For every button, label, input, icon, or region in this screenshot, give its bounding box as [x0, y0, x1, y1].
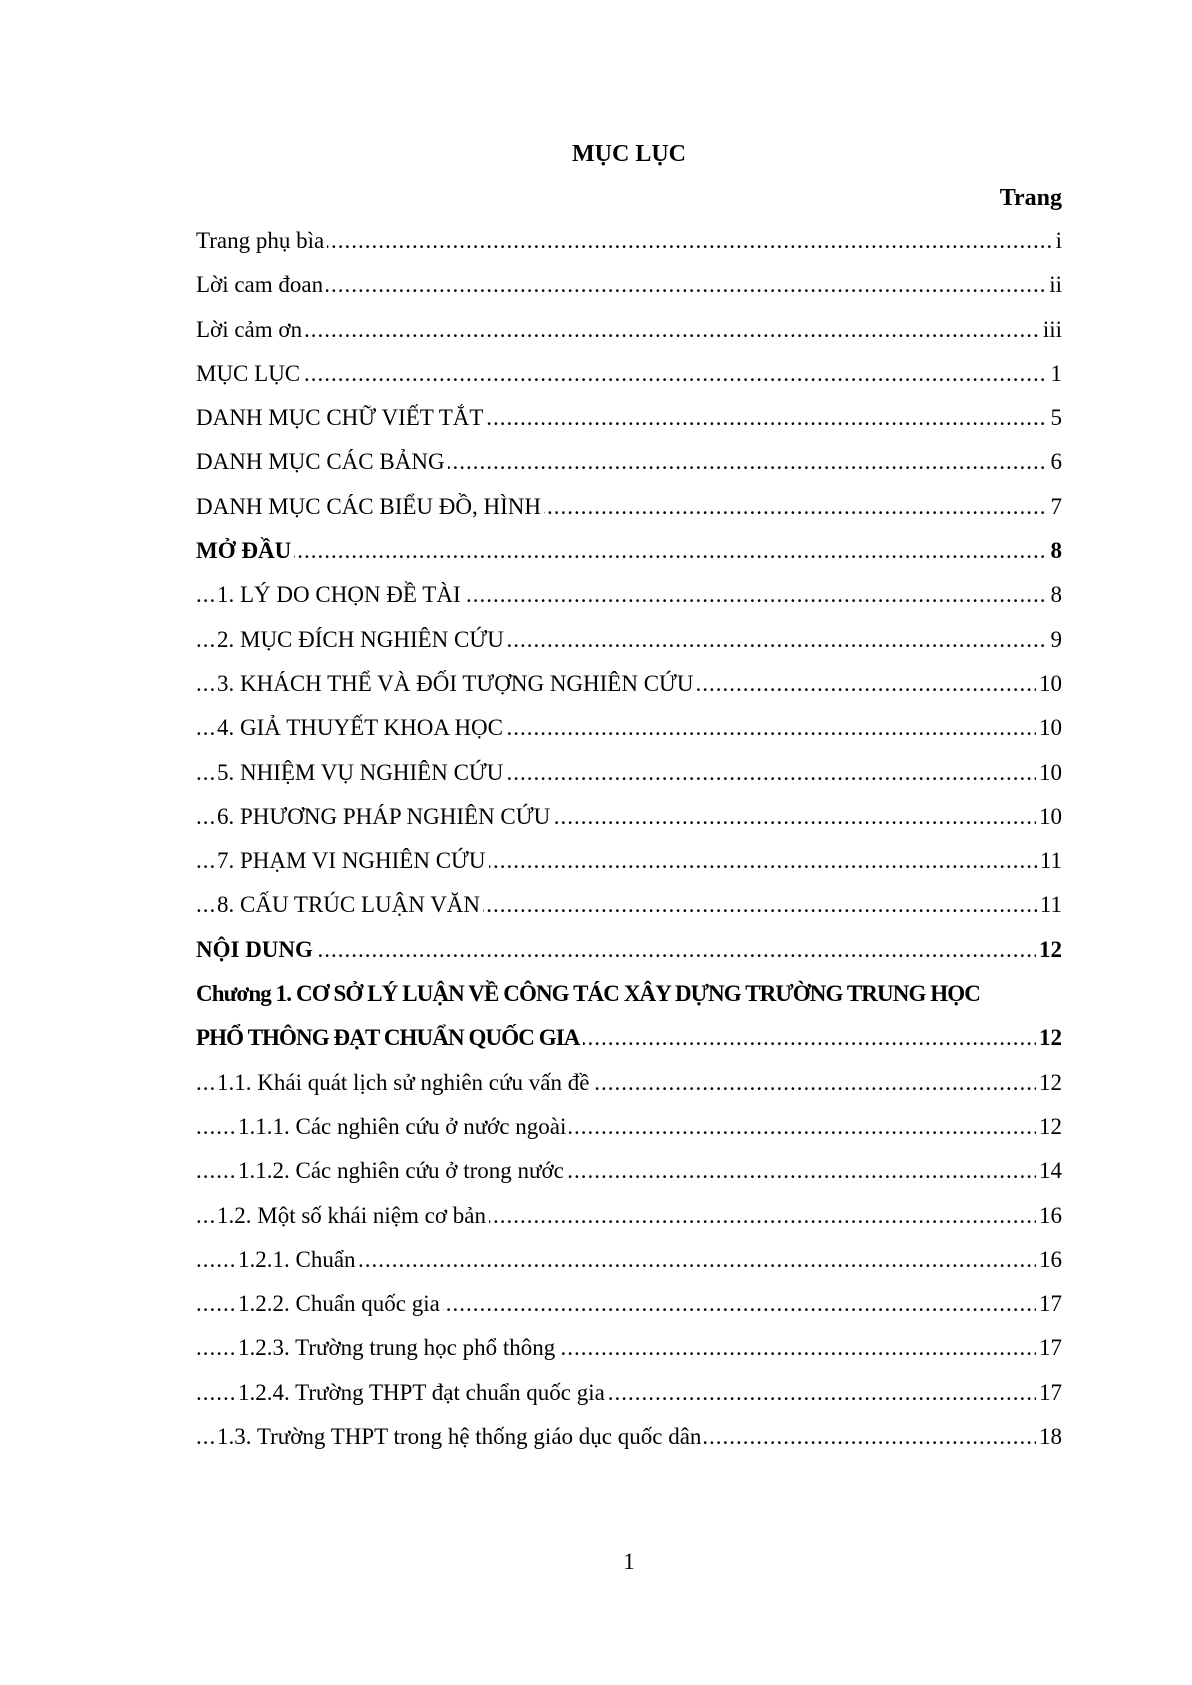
toc-entry-title: 1.2.2. Chuẩn quốc gia — [238, 1289, 443, 1319]
toc-entry-page: 17 — [1036, 1333, 1062, 1363]
toc-entry-title: 6. PHƯƠNG PHÁP NGHIÊN CỨU — [217, 802, 553, 832]
toc-entry[interactable] — [196, 492, 1062, 536]
toc-entry-page: 5 — [1048, 403, 1063, 433]
toc-entry-title: 1.2.4. Trường THPT đạt chuẩn quốc gia — [238, 1378, 608, 1408]
toc-entry[interactable] — [196, 1422, 1062, 1466]
page-column-label: Trang — [999, 185, 1062, 211]
toc-entry-page: 11 — [1037, 846, 1062, 876]
toc-entry-title: Chương 1. CƠ SỞ LÝ LUẬN VỀ CÔNG TÁC XÂY DỰNG TRƯỜNG TRUNG HỌC — [196, 979, 983, 1009]
toc-entry-page: 12 — [1036, 1068, 1062, 1098]
toc-entry-page: i — [1053, 226, 1062, 256]
toc-entry-page: 12 — [1036, 1112, 1062, 1142]
toc-entry-page: 17 — [1036, 1378, 1062, 1408]
toc-entry-title: MỤC LỤC — [196, 359, 303, 389]
toc-chapter-heading[interactable] — [196, 979, 1062, 1023]
toc-entry-title: Trang phụ bìa — [196, 226, 327, 256]
toc-entry-title: 1.1.2. Các nghiên cứu ở trong nước — [238, 1156, 567, 1186]
toc-entry-page: 18 — [1036, 1422, 1062, 1452]
toc-entry[interactable] — [196, 447, 1062, 491]
dot-leader — [196, 935, 1062, 965]
toc-entry[interactable] — [196, 403, 1062, 447]
toc-entry[interactable] — [196, 226, 1062, 270]
toc-entry[interactable] — [196, 315, 1062, 359]
toc-entry-title: DANH MỤC CHỮ VIẾT TẮT — [196, 403, 486, 433]
toc-entry-title: 4. GIẢ THUYẾT KHOA HỌC — [217, 713, 506, 743]
toc-entry-title: 3. KHÁCH THỂ VÀ ĐỐI TƯỢNG NGHIÊN CỨU — [217, 669, 697, 699]
toc-entry[interactable] — [196, 580, 1062, 624]
toc-entry-page: 8 — [1048, 536, 1063, 566]
toc-entry-title: NỘI DUNG — [196, 935, 316, 965]
toc-entry[interactable] — [196, 846, 1062, 890]
toc-entry-page: 12 — [1036, 1023, 1062, 1053]
toc-entry[interactable] — [196, 1068, 1062, 1112]
toc-entry[interactable] — [196, 1112, 1062, 1156]
toc-entry[interactable] — [196, 1156, 1062, 1200]
toc-entry[interactable] — [196, 536, 1062, 580]
toc-entry-title: 5. NHIỆM VỤ NGHIÊN CỨU — [217, 758, 506, 788]
toc-entry-page: 17 — [1036, 1289, 1062, 1319]
page-title: MỤC LỤC — [572, 141, 686, 167]
toc-entry[interactable] — [196, 935, 1062, 979]
toc-entry-page: 10 — [1036, 669, 1062, 699]
toc-entry-title: 1.3. Trường THPT trong hệ thống giáo dục quốc dân — [217, 1422, 704, 1452]
dot-leader — [196, 315, 1062, 345]
toc-entry[interactable] — [196, 359, 1062, 403]
toc-entry-title: DANH MỤC CÁC BIỂU ĐỒ, HÌNH — [196, 492, 544, 522]
toc-entry-page: ii — [1046, 270, 1062, 300]
toc-entry[interactable] — [196, 1023, 1062, 1067]
toc-entry-page: 10 — [1036, 758, 1062, 788]
toc-entry-page: 11 — [1037, 890, 1062, 920]
toc-entry-page: 9 — [1048, 625, 1063, 655]
toc-entry-page: iii — [1040, 315, 1062, 345]
toc-entry[interactable] — [196, 758, 1062, 802]
toc-entry-title: 7. PHẠM VI NGHIÊN CỨU — [217, 846, 489, 876]
toc-entry-title: DANH MỤC CÁC BẢNG — [196, 447, 448, 477]
toc-entry-page: 8 — [1048, 580, 1063, 610]
toc-entry[interactable] — [196, 1289, 1062, 1333]
toc-entry-title: 2. MỤC ĐÍCH NGHIÊN CỨU — [217, 625, 507, 655]
dot-leader — [196, 536, 1062, 566]
page-number: 1 — [623, 1549, 635, 1574]
toc-entry[interactable] — [196, 890, 1062, 934]
toc-entry-page: 14 — [1036, 1156, 1062, 1186]
toc-entry-title: 1.1.1. Các nghiên cứu ở nước ngoài — [238, 1112, 569, 1142]
toc-entry[interactable] — [196, 270, 1062, 314]
toc-entry-title: 1.2. Một số khái niệm cơ bản — [217, 1201, 489, 1231]
toc-entry-title: 8. CẤU TRÚC LUẬN VĂN — [217, 890, 483, 920]
toc-entry[interactable] — [196, 802, 1062, 846]
toc-entry-page: 6 — [1048, 447, 1063, 477]
toc-entry-page: 10 — [1036, 713, 1062, 743]
toc-entry-title: 1. LÝ DO CHỌN ĐỀ TÀI — [217, 580, 464, 610]
toc-entry-title: 1.2.1. Chuẩn — [238, 1245, 359, 1275]
toc-entry-page: 7 — [1048, 492, 1063, 522]
toc-entry[interactable] — [196, 1245, 1062, 1289]
toc-entry[interactable] — [196, 1378, 1062, 1422]
dot-leader — [196, 359, 1062, 389]
toc-entry-title: PHỔ THÔNG ĐẠT CHUẨN QUỐC GIA — [196, 1023, 583, 1053]
toc-entry-title: 1.1. Khái quát lịch sử nghiên cứu vấn đề — [217, 1068, 592, 1098]
toc-entry-page: 16 — [1036, 1201, 1062, 1231]
toc-entry-page: 16 — [1036, 1245, 1062, 1275]
toc-entry[interactable] — [196, 713, 1062, 757]
toc-entry[interactable] — [196, 1333, 1062, 1377]
toc-entry-title: 1.2.3. Trường trung học phổ thông — [238, 1333, 558, 1363]
table-of-contents — [196, 226, 1062, 1466]
toc-entry-title: MỞ ĐẦU — [196, 536, 294, 566]
toc-entry[interactable] — [196, 669, 1062, 713]
toc-entry-page: 1 — [1048, 359, 1063, 389]
toc-entry-page: 12 — [1036, 935, 1062, 965]
toc-entry-page: 10 — [1036, 802, 1062, 832]
toc-entry[interactable] — [196, 1201, 1062, 1245]
toc-entry[interactable] — [196, 625, 1062, 669]
toc-entry-title: Lời cam đoan — [196, 270, 326, 300]
toc-entry-title: Lời cảm ơn — [196, 315, 305, 345]
